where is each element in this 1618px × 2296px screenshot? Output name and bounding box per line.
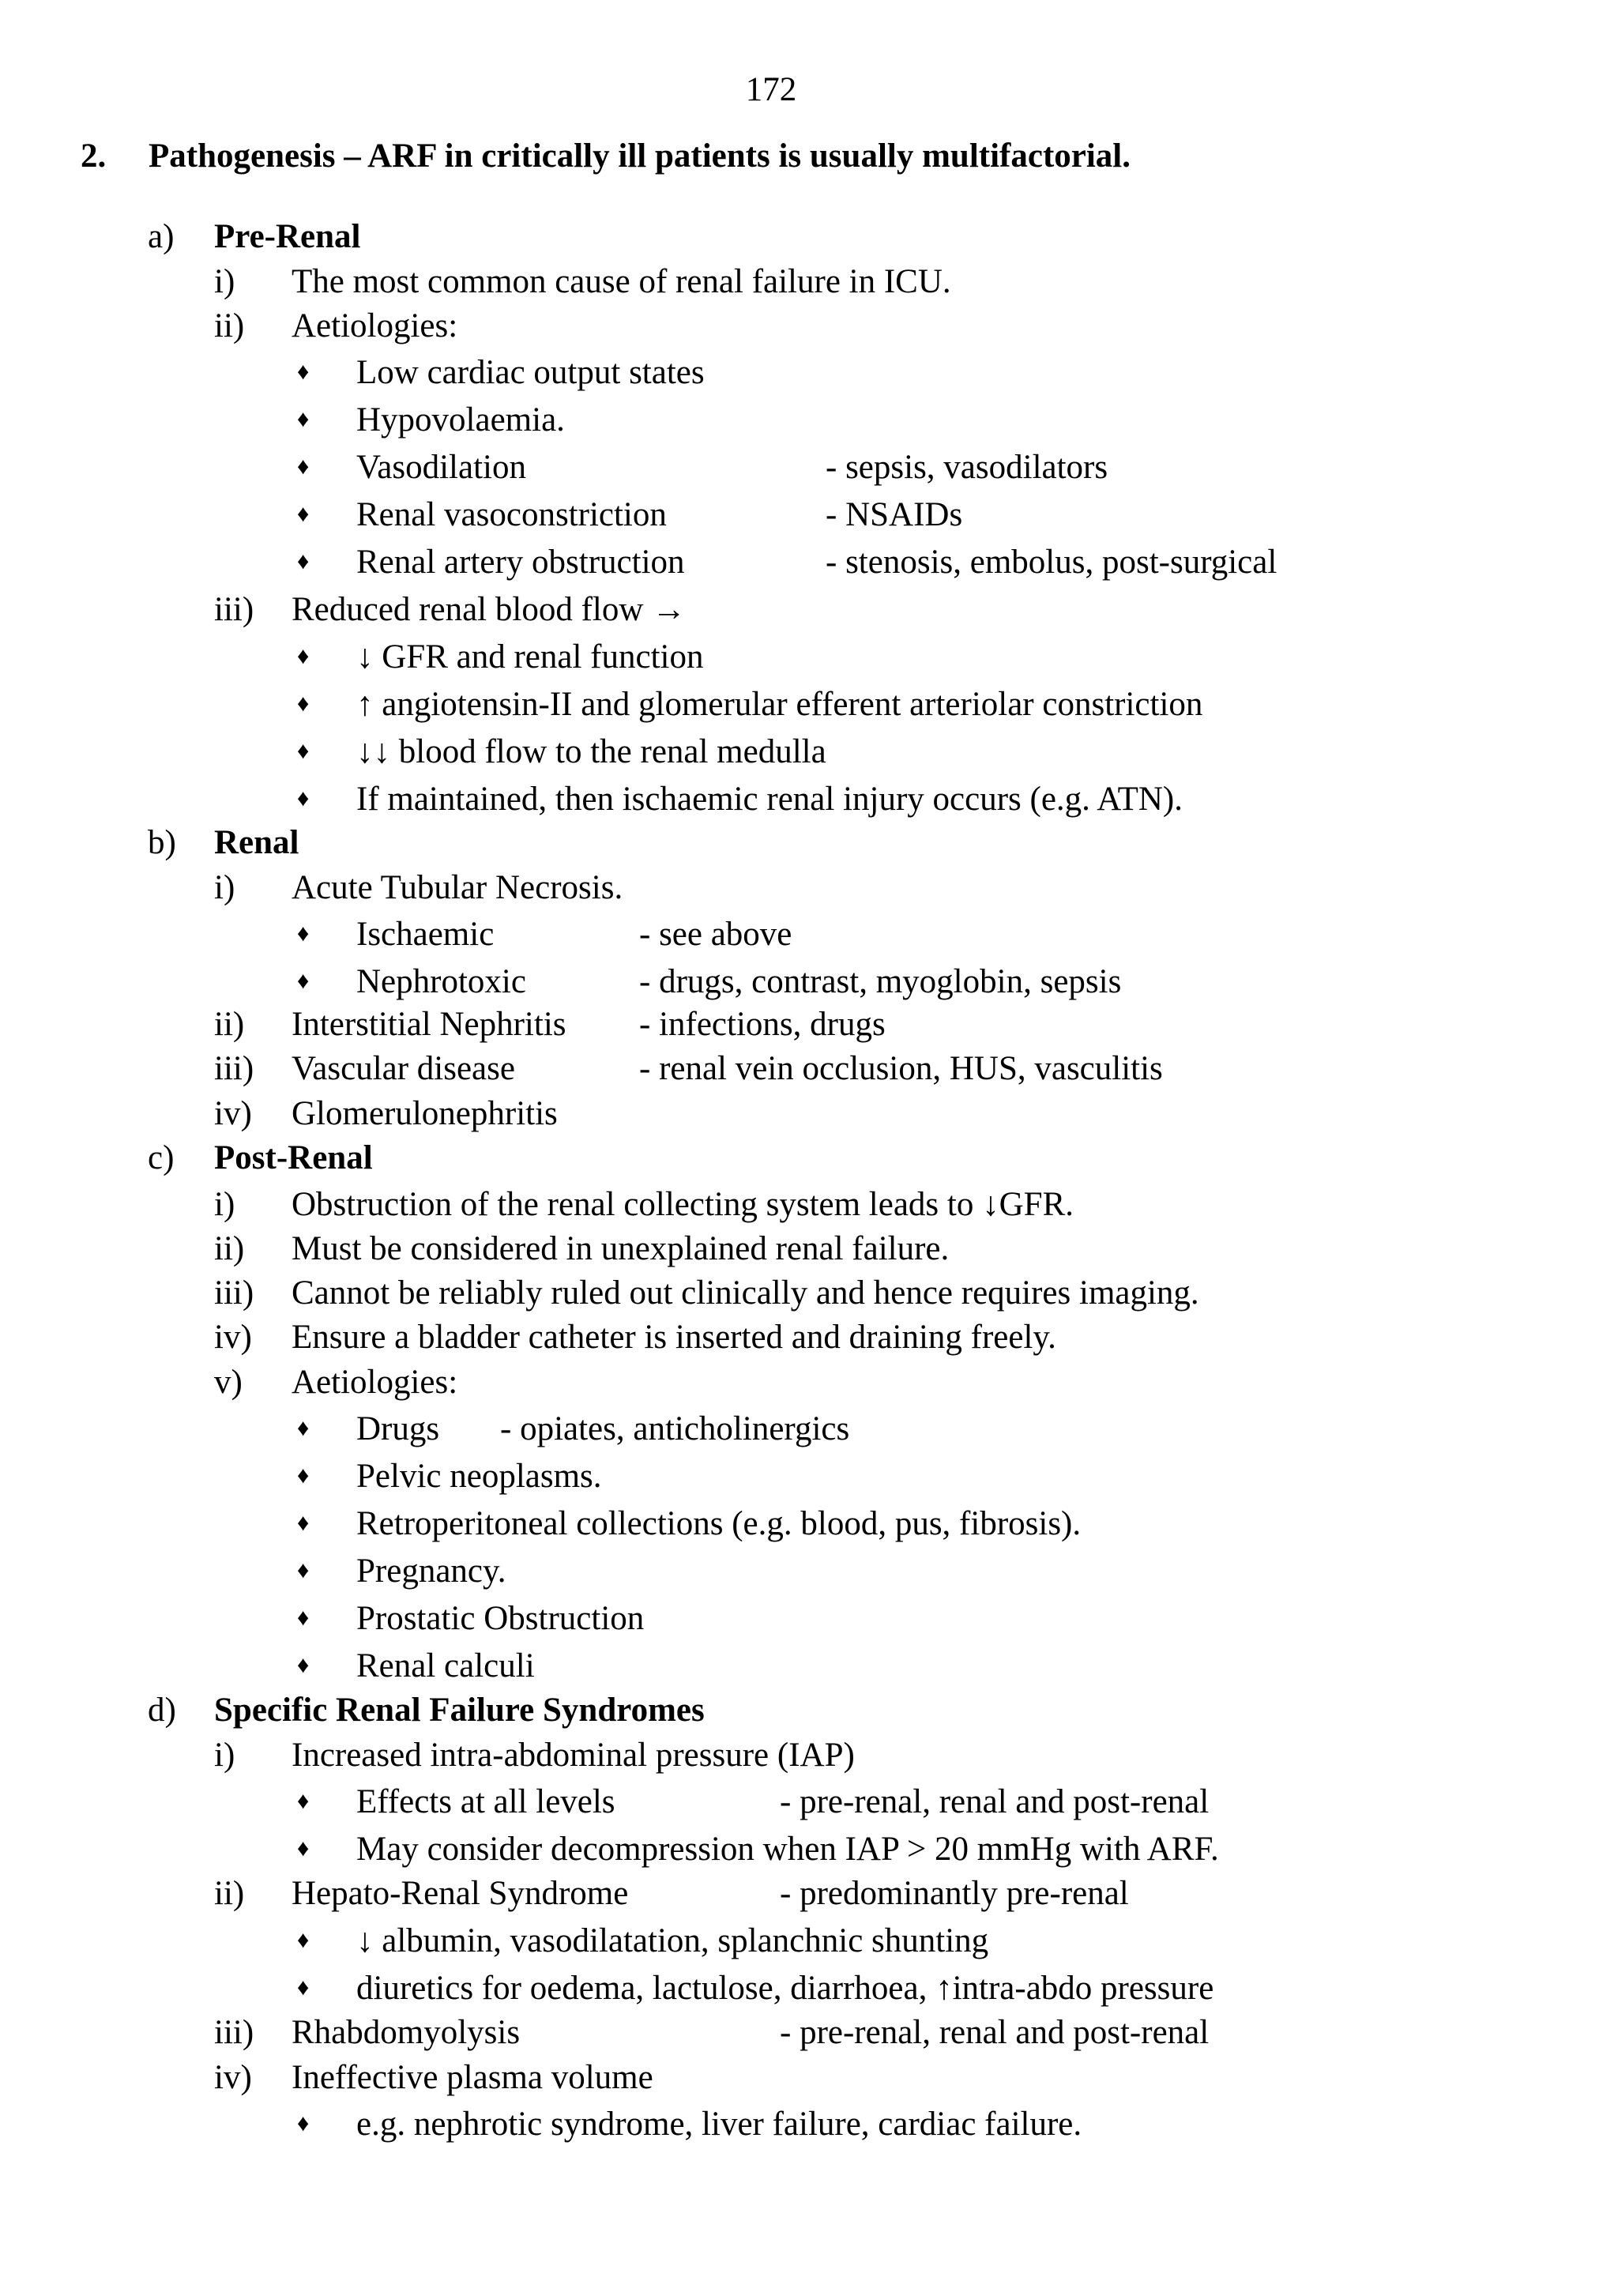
a-iii-item-2: ↑ angiotensin-II and glomerular efferent arteriolar constriction xyxy=(356,686,1203,723)
a-i-num: i) xyxy=(214,263,235,300)
b-i-text: Acute Tubular Necrosis. xyxy=(292,869,623,906)
section-b-label: b) xyxy=(148,824,176,861)
a-i-text: The most common cause of renal failure in ICU. xyxy=(292,263,951,300)
c-i-text: Obstruction of the renal collecting system leads to ↓GFR. xyxy=(292,1186,1074,1223)
b-i-item-2: Nephrotoxic xyxy=(356,963,526,1000)
c-v-text: Aetiologies: xyxy=(292,1364,458,1401)
b-ii-num: ii) xyxy=(214,1006,245,1043)
a-ii-detail-5: - stenosis, embolus, post-surgical xyxy=(826,544,1277,581)
d-ii-detail: - predominantly pre-renal xyxy=(780,1875,1129,1912)
b-iv-num: iv) xyxy=(214,1095,252,1132)
bullet-icon: ♦ xyxy=(297,1510,310,1536)
b-iii-num: iii) xyxy=(214,1050,254,1087)
a-iii-item-1: ↓ GFR and renal function xyxy=(356,638,704,676)
b-i-detail-1: - see above xyxy=(639,916,792,953)
d-ii-text: Hepato-Renal Syndrome xyxy=(292,1875,629,1912)
d-iv-text: Ineffective plasma volume xyxy=(292,2059,653,2096)
a-iii-item-3: ↓↓ blood flow to the renal medulla xyxy=(356,733,826,770)
d-iv-item-1: e.g. nephrotic syndrome, liver failure, cardiac failure. xyxy=(356,2106,1082,2143)
b-i-item-1: Ischaemic xyxy=(356,916,495,953)
bullet-icon: ♦ xyxy=(297,643,310,669)
bullet-icon: ♦ xyxy=(297,738,310,764)
bullet-icon: ♦ xyxy=(297,1605,310,1631)
b-ii-detail: - infections, drugs xyxy=(639,1006,886,1043)
d-i-detail-1: - pre-renal, renal and post-renal xyxy=(780,1783,1210,1820)
a-iii-text: Reduced renal blood flow → xyxy=(292,591,687,628)
c-ii-num: ii) xyxy=(214,1230,245,1267)
c-i-num: i) xyxy=(214,1186,235,1223)
d-iii-text: Rhabdomyolysis xyxy=(292,2014,521,2051)
c-v-item-6: Renal calculi xyxy=(356,1647,535,1684)
bullet-icon: ♦ xyxy=(297,920,310,947)
b-ii-text: Interstitial Nephritis xyxy=(292,1006,566,1043)
bullet-icon: ♦ xyxy=(297,1788,310,1814)
b-iii-text: Vascular disease xyxy=(292,1050,515,1087)
bullet-icon: ♦ xyxy=(297,548,310,574)
c-v-item-5: Prostatic Obstruction xyxy=(356,1600,645,1637)
c-ii-text: Must be considered in unexplained renal failure. xyxy=(292,1230,950,1267)
d-i-num: i) xyxy=(214,1737,235,1774)
bullet-icon: ♦ xyxy=(297,1974,310,2001)
d-i-item-1: Effects at all levels xyxy=(356,1783,615,1820)
d-iii-num: iii) xyxy=(214,2014,254,2051)
bullet-icon: ♦ xyxy=(297,1415,310,1441)
a-iii-item-4: If maintained, then ischaemic renal injury occurs (e.g. ATN). xyxy=(356,781,1183,818)
c-iii-text: Cannot be reliably ruled out clinically and hence requires imaging. xyxy=(292,1274,1199,1312)
d-i-item-2: May consider decompression when IAP > 20 mmHg with ARF. xyxy=(356,1831,1219,1868)
b-i-num: i) xyxy=(214,869,235,906)
a-iii-num: iii) xyxy=(214,591,254,628)
c-iii-num: iii) xyxy=(214,1274,254,1312)
c-v-detail-1: - opiates, anticholinergics xyxy=(500,1410,850,1447)
bullet-icon: ♦ xyxy=(297,968,310,994)
d-ii-item-2: diuretics for oedema, lactulose, diarrhoea, ↑intra-abdo pressure xyxy=(356,1970,1214,2007)
bullet-icon: ♦ xyxy=(297,359,310,385)
section-d-label: d) xyxy=(148,1692,176,1729)
bullet-icon: ♦ xyxy=(297,1927,310,1953)
d-iii-detail: - pre-renal, renal and post-renal xyxy=(780,2014,1210,2051)
section-a-title: Pre-Renal xyxy=(214,218,361,255)
a-ii-item-5: Renal artery obstruction xyxy=(356,544,685,581)
bullet-icon: ♦ xyxy=(297,1652,310,1678)
a-ii-detail-3: - sepsis, vasodilators xyxy=(826,449,1108,486)
a-ii-num: ii) xyxy=(214,307,245,344)
c-v-item-1: Drugs xyxy=(356,1410,440,1447)
a-ii-item-3: Vasodilation xyxy=(356,449,526,486)
c-v-item-4: Pregnancy. xyxy=(356,1553,506,1590)
a-ii-item-4: Renal vasoconstriction xyxy=(356,496,667,533)
c-v-num: v) xyxy=(214,1364,243,1401)
section-c-title: Post-Renal xyxy=(214,1139,373,1176)
bullet-icon: ♦ xyxy=(297,1835,310,1861)
section-d-title: Specific Renal Failure Syndromes xyxy=(214,1692,705,1729)
c-v-item-3: Retroperitoneal collections (e.g. blood, pus, fibrosis). xyxy=(356,1505,1082,1542)
d-i-text: Increased intra-abdominal pressure (IAP) xyxy=(292,1737,855,1774)
bullet-icon: ♦ xyxy=(297,406,310,432)
c-v-item-2: Pelvic neoplasms. xyxy=(356,1458,602,1495)
c-iv-text: Ensure a bladder catheter is inserted and draining freely. xyxy=(292,1319,1056,1356)
b-iii-detail: - renal vein occlusion, HUS, vasculitis xyxy=(639,1050,1163,1087)
a-ii-detail-4: - NSAIDs xyxy=(826,496,963,533)
heading-number: 2. xyxy=(81,137,107,175)
a-ii-item-2: Hypovolaemia. xyxy=(356,401,565,438)
bullet-icon: ♦ xyxy=(297,454,310,480)
page-number: 172 xyxy=(745,71,797,108)
heading-title: Pathogenesis – ARF in critically ill patients is usually multifactorial. xyxy=(149,137,1131,175)
bullet-icon: ♦ xyxy=(297,691,310,717)
bullet-icon: ♦ xyxy=(297,1557,310,1583)
b-iv-text: Glomerulonephritis xyxy=(292,1095,558,1132)
bullet-icon: ♦ xyxy=(297,2110,310,2136)
b-i-detail-2: - drugs, contrast, myoglobin, sepsis xyxy=(639,963,1122,1000)
c-iv-num: iv) xyxy=(214,1319,252,1356)
bullet-icon: ♦ xyxy=(297,501,310,527)
d-iv-num: iv) xyxy=(214,2059,252,2096)
d-ii-num: ii) xyxy=(214,1875,245,1912)
a-ii-text: Aetiologies: xyxy=(292,307,458,344)
bullet-icon: ♦ xyxy=(297,1462,310,1489)
d-ii-item-1: ↓ albumin, vasodilatation, splanchnic shunting xyxy=(356,1922,989,1959)
section-b-title: Renal xyxy=(214,824,299,861)
section-a-label: a) xyxy=(148,218,175,255)
a-ii-item-1: Low cardiac output states xyxy=(356,354,705,391)
bullet-icon: ♦ xyxy=(297,785,310,811)
section-c-label: c) xyxy=(148,1139,175,1176)
